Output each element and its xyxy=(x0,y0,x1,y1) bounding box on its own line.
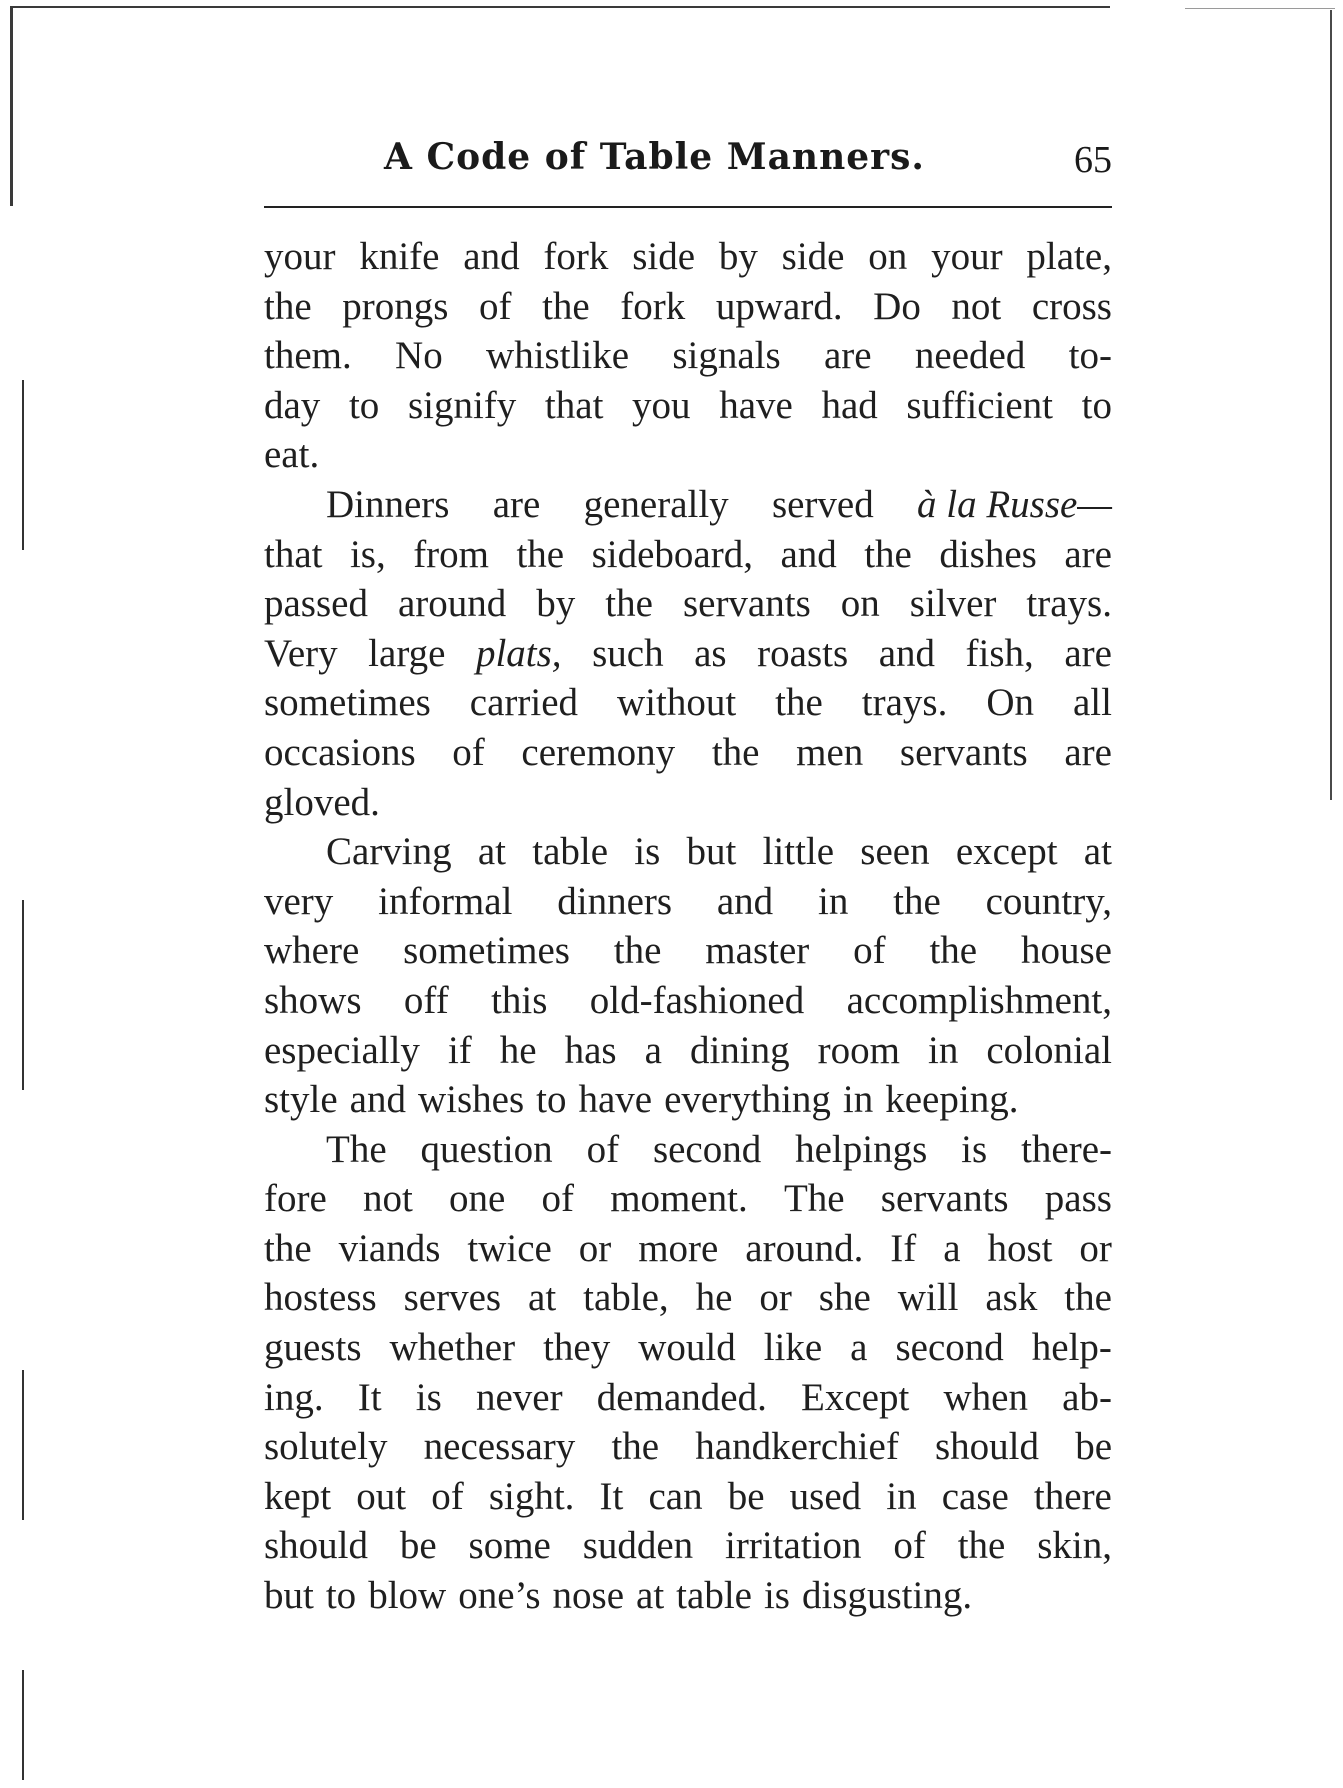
word: host xyxy=(987,1226,1053,1270)
word: moment. xyxy=(610,1177,748,1221)
word: and xyxy=(349,1078,406,1122)
word: fore xyxy=(264,1177,327,1221)
word: Except xyxy=(801,1375,910,1419)
word: around. xyxy=(745,1226,864,1270)
word: of xyxy=(431,1474,464,1518)
word: informal xyxy=(378,879,513,923)
word: at xyxy=(477,830,507,874)
word: sudden xyxy=(582,1524,694,1568)
word: on xyxy=(868,235,908,278)
word: if xyxy=(447,1028,472,1072)
word: the xyxy=(605,582,653,626)
word: On xyxy=(986,681,1034,725)
text-line xyxy=(264,1521,1112,1571)
word: second xyxy=(652,1127,762,1171)
word: room xyxy=(817,1028,900,1072)
text-line xyxy=(264,1075,1112,1125)
scan-edge-left-mark xyxy=(22,900,24,1090)
word: not xyxy=(951,284,1002,328)
word: large xyxy=(368,631,446,675)
word: in xyxy=(842,1078,874,1122)
word: old-fashioned xyxy=(589,978,805,1022)
scan-edge-left-mark xyxy=(22,380,24,550)
word: is xyxy=(961,1127,988,1171)
word: little xyxy=(762,830,835,874)
word: to xyxy=(536,1078,567,1122)
word: helpings xyxy=(795,1127,928,1171)
word: this xyxy=(491,978,548,1022)
word: can xyxy=(648,1474,703,1518)
word: of xyxy=(541,1177,575,1221)
word: irritation xyxy=(725,1524,862,1568)
word: disgusting. xyxy=(801,1574,973,1618)
word: trays. xyxy=(861,681,948,725)
word: you xyxy=(632,383,691,427)
header-rule xyxy=(264,206,1112,208)
word: all xyxy=(1072,681,1112,725)
word: necessary xyxy=(423,1425,576,1469)
word: but xyxy=(264,1574,314,1618)
word: pass xyxy=(1044,1177,1112,1221)
text-line xyxy=(264,728,1112,778)
text-line xyxy=(264,1422,1112,1472)
word: but xyxy=(686,830,737,874)
word: especially xyxy=(264,1028,420,1072)
word: and xyxy=(780,532,837,576)
word: whistlike xyxy=(486,334,630,378)
word: at xyxy=(528,1276,557,1320)
word: of xyxy=(452,730,485,774)
word: fork xyxy=(543,235,609,278)
word: except xyxy=(955,830,1058,874)
text-line xyxy=(264,1125,1112,1175)
word: are xyxy=(1064,532,1112,576)
word: accomplishment, xyxy=(846,978,1112,1022)
text-line xyxy=(264,877,1112,927)
word: are xyxy=(1064,730,1112,774)
word: occasions xyxy=(264,730,416,774)
word: should xyxy=(935,1425,1040,1469)
scan-edge-left-mark xyxy=(22,1670,24,1780)
scan-edge-top-right xyxy=(1185,8,1335,9)
word: a xyxy=(644,1028,662,1072)
text-line xyxy=(264,1571,1112,1621)
word: are xyxy=(1064,631,1112,675)
word: dishes xyxy=(939,532,1037,576)
text-line xyxy=(264,778,1112,828)
word: ask xyxy=(985,1276,1038,1320)
word: that xyxy=(264,532,323,576)
word: carried xyxy=(469,681,579,725)
word: trays. xyxy=(1026,582,1112,626)
word: sometimes xyxy=(403,929,570,973)
word: to xyxy=(348,383,380,427)
word: generally xyxy=(583,482,729,526)
text-line xyxy=(264,1174,1112,1224)
word: needed xyxy=(914,334,1026,378)
word: the xyxy=(613,929,662,973)
word: seen xyxy=(860,830,930,874)
word: or xyxy=(578,1226,612,1270)
word: at xyxy=(636,1574,665,1618)
word: prongs xyxy=(342,284,449,328)
word: kept xyxy=(264,1474,332,1518)
word: Carving xyxy=(326,830,452,874)
word: one’s xyxy=(458,1574,541,1618)
word: the xyxy=(542,284,590,328)
word: The xyxy=(783,1177,845,1221)
word: of xyxy=(478,284,512,328)
word: very xyxy=(264,879,334,923)
word: ceremony xyxy=(521,730,676,774)
word: and xyxy=(716,879,774,923)
text-line xyxy=(264,629,1112,679)
scan-edge-right xyxy=(1330,10,1332,800)
word: demanded. xyxy=(596,1375,767,1419)
word: them. xyxy=(264,334,352,378)
word: is xyxy=(415,1375,442,1419)
word: have xyxy=(578,1078,653,1122)
word: of xyxy=(893,1524,926,1568)
word: wishes xyxy=(417,1078,525,1122)
word: such xyxy=(592,631,664,675)
word: has xyxy=(564,1028,617,1072)
word: table xyxy=(676,1574,752,1618)
word: second xyxy=(895,1326,1004,1370)
word: If xyxy=(890,1226,917,1270)
text-line xyxy=(264,282,1112,332)
word: viands xyxy=(338,1226,441,1270)
word: one xyxy=(449,1177,506,1221)
word: fork xyxy=(620,284,686,328)
word: servants xyxy=(899,730,1028,774)
word: he xyxy=(695,1276,733,1320)
word: house xyxy=(1020,929,1112,973)
word: eat. xyxy=(264,433,320,477)
word: the xyxy=(864,532,912,576)
word: side xyxy=(781,235,845,278)
text-line xyxy=(264,678,1112,728)
word: signify xyxy=(407,383,517,427)
word: whether xyxy=(389,1326,516,1370)
word: upward. xyxy=(715,284,843,328)
word: is xyxy=(634,830,661,874)
word: by xyxy=(536,582,576,626)
word: be xyxy=(399,1524,437,1568)
word: master xyxy=(705,929,810,973)
word: blow xyxy=(368,1574,447,1618)
word: in xyxy=(817,879,849,923)
word: at xyxy=(1083,830,1112,874)
running-title: A Code of Table Manners. xyxy=(384,136,925,178)
word: he xyxy=(499,1028,537,1072)
word: is xyxy=(763,1574,790,1618)
word: dining xyxy=(689,1028,790,1072)
word: is, xyxy=(349,532,386,576)
word: from xyxy=(413,532,489,576)
word: ing. xyxy=(264,1375,324,1419)
word: to xyxy=(325,1574,357,1618)
scan-edge-top xyxy=(10,6,1110,8)
word: the xyxy=(929,929,978,973)
word: style xyxy=(264,1078,338,1122)
word: cross xyxy=(1031,284,1112,328)
word: handkerchief xyxy=(695,1425,899,1469)
text-line xyxy=(264,1273,1112,1323)
word: à la Russe— xyxy=(916,482,1112,526)
word: without xyxy=(617,681,737,725)
word: off xyxy=(403,978,449,1022)
word: solutely xyxy=(264,1425,388,1469)
word: No xyxy=(395,334,443,378)
word: there xyxy=(1033,1474,1112,1518)
word: the xyxy=(893,879,941,923)
text-line xyxy=(264,1026,1112,1076)
word: Very xyxy=(264,631,338,675)
word: are xyxy=(492,482,541,526)
text-line xyxy=(264,381,1112,431)
word: table, xyxy=(583,1276,669,1320)
word: sight. xyxy=(488,1474,575,1518)
word: she xyxy=(818,1276,871,1320)
word: sideboard, xyxy=(591,532,753,576)
word: ab- xyxy=(1062,1375,1112,1419)
word: to xyxy=(1081,383,1112,427)
word: hostess xyxy=(264,1276,377,1320)
word: served xyxy=(771,482,874,526)
word: like xyxy=(763,1326,823,1370)
word: everything xyxy=(664,1078,831,1122)
word: on xyxy=(840,582,880,626)
word: the xyxy=(264,284,312,328)
word: there- xyxy=(1021,1127,1112,1171)
word: plats, xyxy=(475,631,562,675)
word: roasts xyxy=(757,631,849,675)
word: fish, xyxy=(965,631,1034,675)
word: case xyxy=(941,1474,1009,1518)
word: had xyxy=(821,383,878,427)
text-line xyxy=(264,1373,1112,1423)
word: gloved. xyxy=(264,780,380,824)
text-line xyxy=(264,1472,1112,1522)
word: servants xyxy=(880,1177,1009,1221)
word: in xyxy=(928,1028,959,1072)
word: keeping. xyxy=(885,1078,1019,1122)
word: have xyxy=(719,383,793,427)
word: would xyxy=(638,1326,736,1370)
word: to- xyxy=(1068,334,1112,378)
word: Do xyxy=(873,284,921,328)
word: plate, xyxy=(1026,235,1112,278)
word: side xyxy=(632,235,696,278)
text-line xyxy=(264,926,1112,976)
word: and xyxy=(463,235,520,278)
word: where xyxy=(264,929,360,973)
word: the xyxy=(264,1226,312,1270)
word: It xyxy=(599,1474,624,1518)
word: your xyxy=(931,235,1003,278)
text-line xyxy=(264,976,1112,1026)
word: question xyxy=(420,1127,553,1171)
word: some xyxy=(468,1524,551,1568)
word: should xyxy=(264,1524,369,1568)
word: the xyxy=(611,1425,660,1469)
word: country, xyxy=(985,879,1112,923)
text-line xyxy=(264,331,1112,381)
word: sufficient xyxy=(906,383,1053,427)
word: twice xyxy=(467,1226,552,1270)
word: signals xyxy=(672,334,781,378)
word: as xyxy=(694,631,727,675)
text-line xyxy=(264,579,1112,629)
word: and xyxy=(878,631,935,675)
word: or xyxy=(759,1276,792,1320)
word: the xyxy=(775,681,823,725)
word: shows xyxy=(264,978,362,1022)
word: guests xyxy=(264,1326,362,1370)
word: will xyxy=(897,1276,959,1320)
word: or xyxy=(1079,1226,1112,1270)
word: never xyxy=(476,1375,563,1419)
word: It xyxy=(357,1375,382,1419)
word: a xyxy=(850,1326,868,1370)
word: a xyxy=(943,1226,961,1270)
word: around xyxy=(397,582,507,626)
word: silver xyxy=(909,582,997,626)
word: sometimes xyxy=(264,681,431,725)
scan-edge-left xyxy=(10,6,13,206)
word: day xyxy=(264,383,321,427)
word: that xyxy=(544,383,604,427)
text-line xyxy=(264,480,1112,530)
word: knife xyxy=(359,235,440,278)
word: skin, xyxy=(1037,1524,1112,1568)
scan-edge-left-mark xyxy=(22,1370,24,1520)
word: they xyxy=(543,1326,611,1370)
word: be xyxy=(1075,1425,1112,1469)
text-line xyxy=(264,430,1112,480)
word: nose xyxy=(552,1574,625,1618)
page-number: 65 xyxy=(1074,139,1112,181)
word: the xyxy=(516,532,565,576)
page-header xyxy=(264,136,1112,196)
text-line xyxy=(264,827,1112,877)
word: your xyxy=(264,235,336,278)
word: by xyxy=(718,235,758,278)
word: more xyxy=(638,1226,719,1270)
word: when xyxy=(943,1375,1028,1419)
word: serves xyxy=(403,1276,502,1320)
word: of xyxy=(853,929,886,973)
word: of xyxy=(586,1127,620,1171)
word: servants xyxy=(682,582,811,626)
word: colonial xyxy=(986,1028,1112,1072)
word: the xyxy=(1064,1276,1112,1320)
text-line xyxy=(264,1224,1112,1274)
word: dinners xyxy=(557,879,673,923)
word: in xyxy=(886,1474,917,1518)
word: passed xyxy=(264,582,368,626)
text-line xyxy=(264,530,1112,580)
word: are xyxy=(824,334,872,378)
word: The xyxy=(326,1127,387,1171)
word: men xyxy=(796,730,864,774)
word: help- xyxy=(1031,1326,1112,1370)
word: used xyxy=(789,1474,862,1518)
word: Dinners xyxy=(326,482,450,526)
body-text xyxy=(264,232,1112,1621)
word: out xyxy=(356,1474,407,1518)
word: not xyxy=(362,1177,413,1221)
text-line xyxy=(264,232,1112,282)
word: the xyxy=(711,730,760,774)
word: table xyxy=(532,830,609,874)
text-line xyxy=(264,1323,1112,1373)
word: be xyxy=(727,1474,765,1518)
word: the xyxy=(957,1524,1006,1568)
